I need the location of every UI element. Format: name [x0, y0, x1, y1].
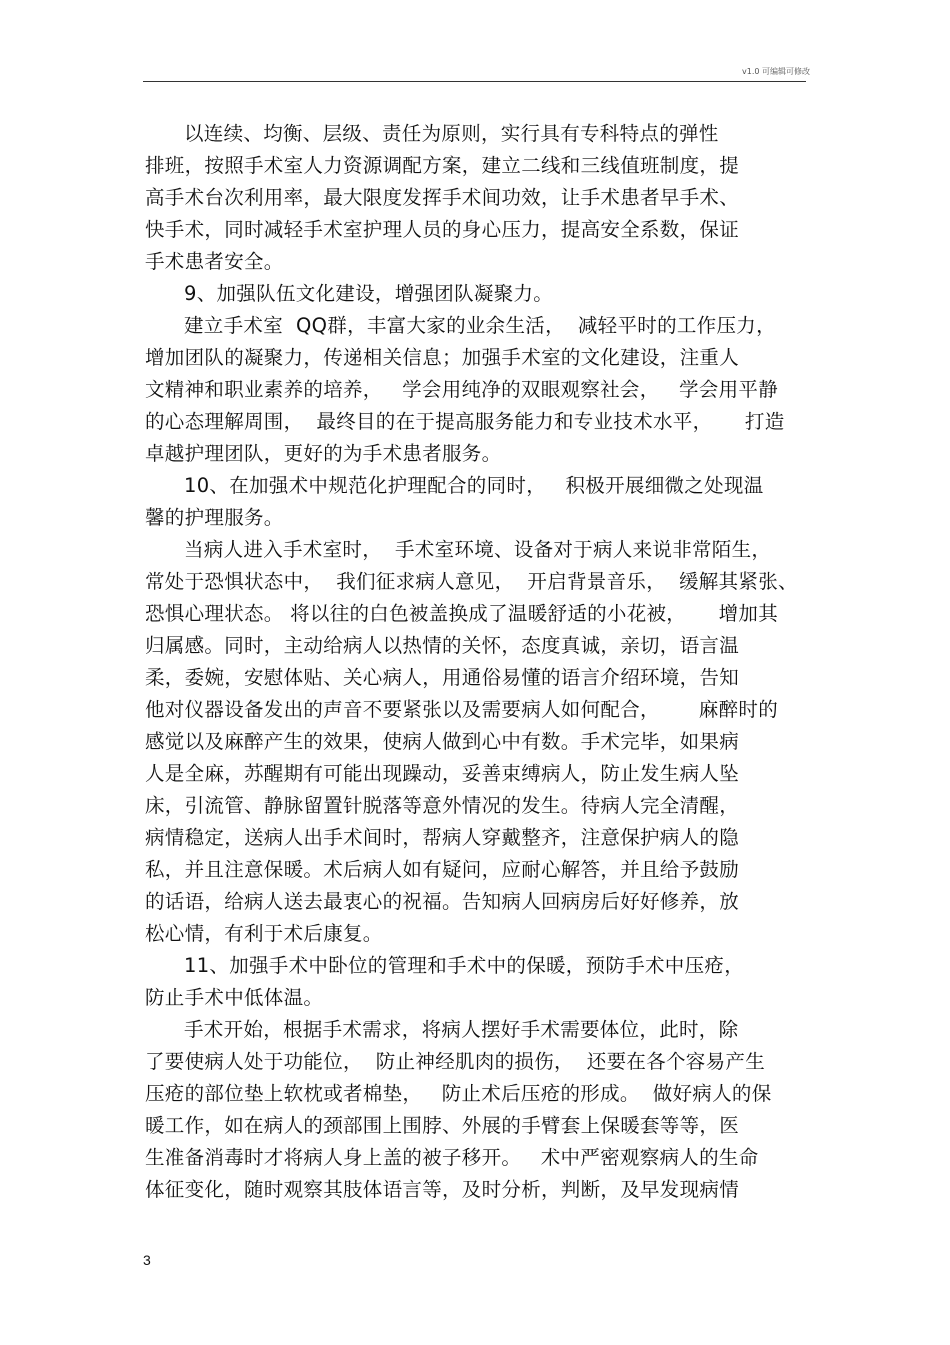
body-line: 人是全麻，苏醒期有可能出现躁动，妥善束缚病人，防止发生病人坠: [145, 762, 740, 785]
body-line: 暖工作，如在病人的颈部围上围脖、外展的手臂套上保暖套等等，医: [145, 1114, 740, 1137]
body-line: 手术开始，根据手术需求，将病人摆好手术需要体位，此时，除: [145, 1018, 739, 1041]
body-line: 以连续、均衡、层级、责任为原则，实行具有专科特点的弹性: [145, 122, 719, 145]
body-line: 文精神和职业素养的培养， 学会用纯净的双眼观察社会， 学会用平静: [145, 378, 778, 401]
body-line: 当病人进入手术室时， 手术室环境、设备对于病人来说非常陌生，: [145, 538, 772, 561]
body-line: 松心情，有利于术后康复。: [145, 922, 383, 945]
body-line: 柔，委婉，安慰体贴、关心病人，用通俗易懂的语言介绍环境，告知: [145, 666, 740, 689]
body-line: 床，引流管、静脉留置针脱落等意外情况的发生。待病人完全清醒，: [145, 794, 740, 817]
body-line: 私，并且注意保暖。术后病人如有疑问，应耐心解答，并且给予鼓励: [145, 858, 740, 881]
page-number: 3: [143, 1252, 151, 1268]
body-line: 高手术台次利用率，最大限度发挥手术间功效，让手术患者早手术、: [145, 186, 740, 209]
section-heading-10: 10、在加强术中规范化护理配合的同时， 积极开展细微之处现温: [145, 474, 764, 497]
body-line: 馨的护理服务。: [145, 506, 284, 529]
body-line: 防止手术中低体温。: [145, 986, 324, 1009]
section-heading-11: 11、加强手术中卧位的管理和手术中的保暖，预防手术中压疮，: [145, 954, 745, 977]
version-note: v1.0 可编辑可修改: [742, 67, 810, 76]
body-line: 恐惧心理状态。 将以往的白色被盖换成了温暖舒适的小花被， 增加其: [145, 602, 778, 625]
body-line: 的话语，给病人送去最衷心的祝福。告知病人回病房后好好修养，放: [145, 890, 740, 913]
body-line: 病情稳定，送病人出手术间时，帮病人穿戴整齐，注意保护病人的隐: [145, 826, 740, 849]
document-body: [145, 118, 825, 1206]
body-line: 压疮的部位垫上软枕或者棉垫， 防止术后压疮的形成。 做好病人的保: [145, 1082, 772, 1105]
body-line: 归属感。同时，主动给病人以热情的关怀，态度真诚，亲切，语言温: [145, 634, 740, 657]
body-line: 生准备消毒时才将病人身上盖的被子移开。 术中严密观察病人的生命: [145, 1146, 759, 1169]
body-line: 手术患者安全。: [145, 250, 284, 273]
body-line: 增加团队的凝聚力，传递相关信息；加强手术室的文化建设，注重人: [145, 346, 740, 369]
section-heading-9: 9、加强队伍文化建设，增强团队凝聚力。: [145, 282, 554, 305]
body-line: 建立手术室 QQ群，丰富大家的业余生活， 减轻平时的工作压力，: [145, 314, 776, 337]
body-line: 感觉以及麻醉产生的效果，使病人做到心中有数。手术完毕，如果病: [145, 730, 740, 753]
body-line: 了要使病人处于功能位， 防止神经肌肉的损伤， 还要在各个容易产生: [145, 1050, 765, 1073]
header-divider: [143, 81, 806, 82]
body-line: 体征变化，随时观察其肢体语言等，及时分析，判断，及早发现病情: [145, 1178, 740, 1201]
body-line: 快手术，同时减轻手术室护理人员的身心压力，提高安全系数，保证: [145, 218, 740, 241]
body-line: 的心态理解周围， 最终目的在于提高服务能力和专业技术水平， 打造: [145, 410, 785, 433]
body-line: 排班，按照手术室人力资源调配方案，建立二线和三线值班制度，提: [145, 154, 740, 177]
body-line: 卓越护理团队，更好的为手术患者服务。: [145, 442, 502, 465]
body-line: 常处于恐惧状态中， 我们征求病人意见， 开启背景音乐， 缓解其紧张、: [145, 570, 798, 593]
body-line: 他对仪器设备发出的声音不要紧张以及需要病人如何配合， 麻醉时的: [145, 698, 778, 721]
